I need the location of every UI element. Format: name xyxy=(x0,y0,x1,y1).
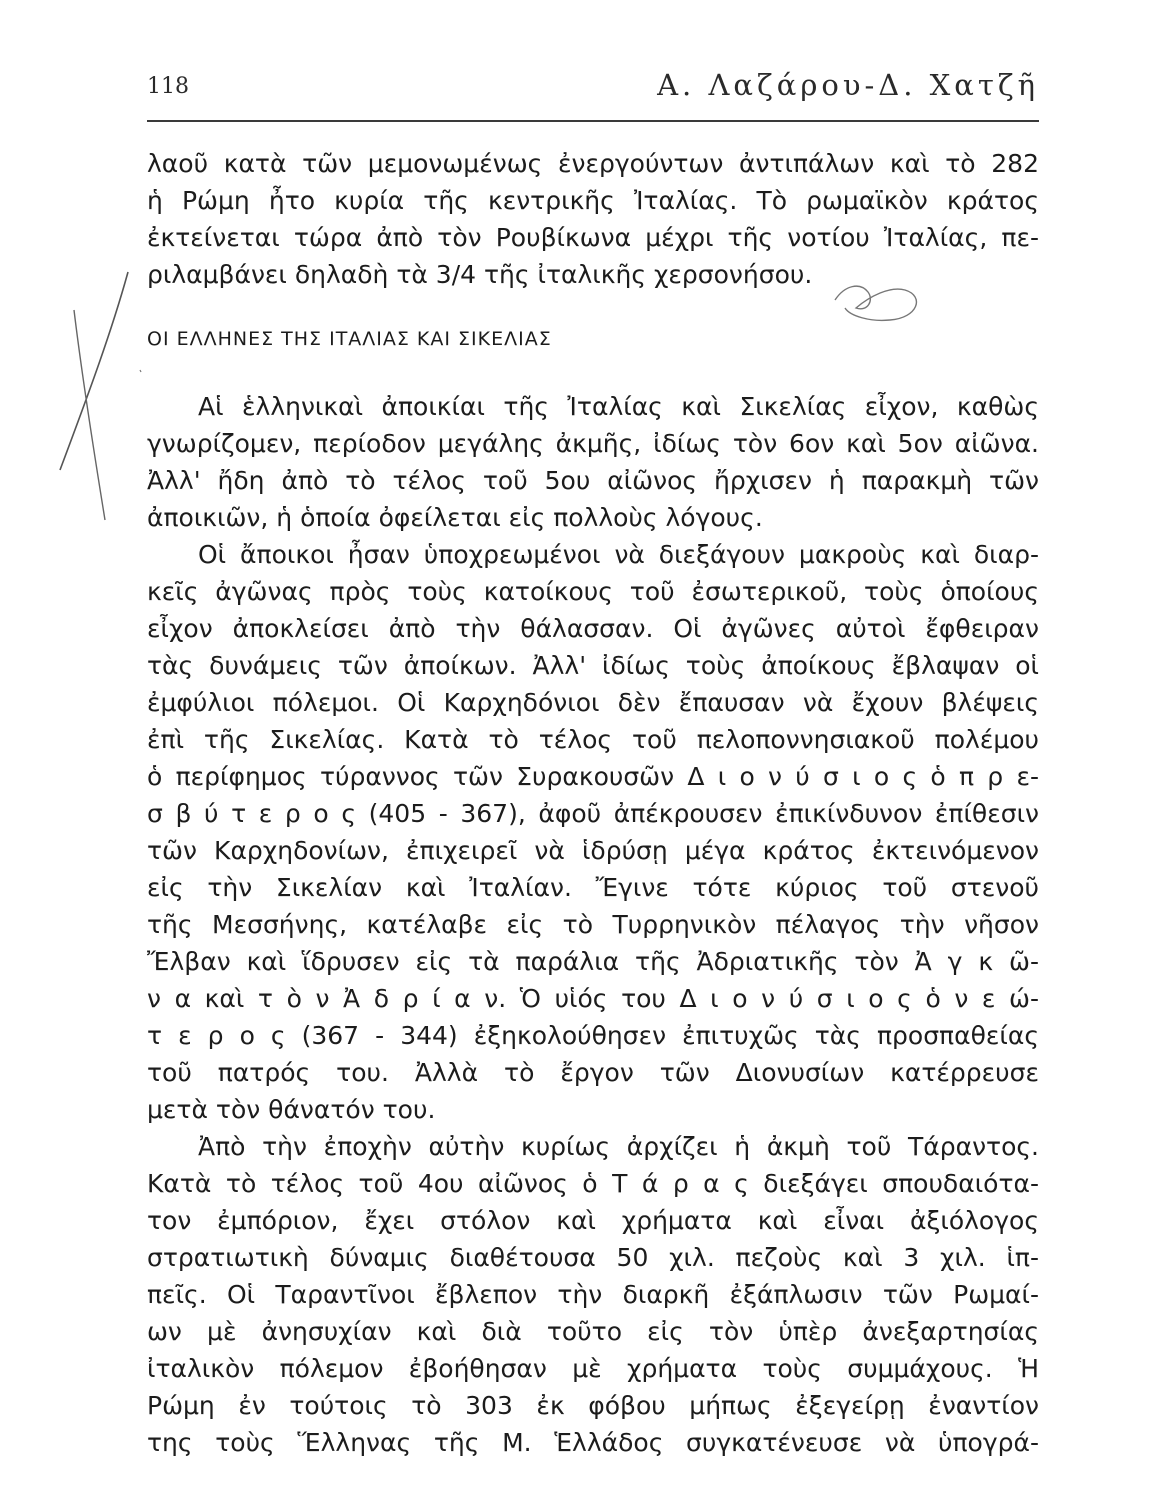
text-line: τοῦ πατρός του. Ἀλλὰ τὸ ἔργον τῶν Διονυσίων κατέρρευσε xyxy=(147,1058,1039,1087)
text-line: γνωρίζομεν, περίοδον μεγάλης ἀκμῆς, ἰδίως τὸν 6ον καὶ 5ον αἰῶνα. xyxy=(147,429,1039,458)
text-line: Κατὰ τὸ τέλος τοῦ 4ου αἰῶνος ὁ Τ ά ρ α ς διεξάγει σπουδαιότα- xyxy=(147,1169,1039,1198)
text-line: Ἀλλ' ἤδη ἀπὸ τὸ τέλος τοῦ 5ου αἰῶνος ἤρχισεν ἡ παρακμὴ τῶν xyxy=(147,466,1039,495)
page-number: 118 xyxy=(147,74,189,99)
running-head: Α. Λαζάρου-Δ. Χατζῆ xyxy=(657,68,1039,102)
text-line: λαοῦ κατὰ τῶν μεμονωμένως ἐνεργούντων ἀντιπάλων καὶ τὸ 282 xyxy=(147,149,1039,178)
text-line: τ ε ρ ο ς (367 - 344) ἐξηκολούθησεν ἐπιτυχῶς τὰς προσπαθείας xyxy=(147,1021,1039,1050)
text-line: πεῖς. Οἱ Ταραντῖνοι ἔβλεπον τὴν διαρκῆ ἐξάπλωσιν τῶν Ρωμαί- xyxy=(147,1280,1039,1309)
margin-pencil-stroke-long xyxy=(60,272,128,470)
text-line: τῶν Καρχηδονίων, ἐπιχειρεῖ νὰ ἱδρύσῃ μέγα κράτος ἐκτεινόμενον xyxy=(147,836,1039,865)
text-line: τον ἐμπόριον, ἔχει στόλον καὶ χρήματα καὶ εἶναι ἀξιόλογος xyxy=(147,1206,1039,1235)
text-line: ἰταλικὸν πόλεμον ἐβοήθησαν μὲ χρήματα τοὺς συμμάχους. Ἡ xyxy=(147,1354,1039,1383)
text-line: κεῖς ἀγῶνας πρὸς τοὺς κατοίκους τοῦ ἐσωτερικοῦ, τοὺς ὁποίους xyxy=(147,577,1039,606)
margin-pencil-stroke-short xyxy=(74,310,105,520)
text-line: ν α καὶ τ ὸ ν Ἀ δ ρ ί α ν. Ὁ υἱός του Δ ι ο ν ύ σ ι ο ς ὁ ν ε ώ- xyxy=(147,984,1039,1013)
section-heading: ΟΙ ΕΛΛΗΝΕΣ ΤΗΣ ΙΤΑΛΙΑΣ ΚΑΙ ΣΙΚΕΛΙΑΣ xyxy=(147,328,552,350)
text-line: ριλαμβάνει δηλαδὴ τὰ 3/4 τῆς ἰταλικῆς χερσονήσου. xyxy=(147,260,813,289)
text-line: ἐμφύλιοι πόλεμοι. Οἱ Καρχηδόνιοι δὲν ἔπαυσαν νὰ ἔχουν βλέψεις xyxy=(147,688,1039,717)
text-line: Οἱ ἄποικοι ἦσαν ὑποχρεωμένοι νὰ διεξάγουν μακροὺς καὶ διαρ- xyxy=(198,540,1039,569)
text-line: ων μὲ ἀνησυχίαν καὶ διὰ τοῦτο εἰς τὸν ὑπὲρ ἀνεξαρτησίας xyxy=(147,1317,1039,1346)
text-line: εἶχον ἀποκλείσει ἀπὸ τὴν θάλασσαν. Οἱ ἀγῶνες αὐτοὶ ἔφθειραν xyxy=(147,614,1039,643)
text-line: σ β ύ τ ε ρ ο ς (405 - 367), ἀφοῦ ἀπέκρουσεν ἐπικίνδυνον ἐπίθεσιν xyxy=(147,799,1039,828)
text-line: Ρώμη ἐν τούτοις τὸ 303 ἐκ φόβου μήπως ἐξεγείρῃ ἐναντίον xyxy=(147,1391,1039,1420)
margin-pencil-tick xyxy=(140,370,141,372)
text-line: Ἔλβαν καὶ ἵδρυσεν εἰς τὰ παράλια τῆς Ἀδριατικῆς τὸν Ἀ γ κ ῶ- xyxy=(147,947,1039,976)
text-line: ἡ Ρώμη ἦτο κυρία τῆς κεντρικῆς Ἰταλίας. Τὸ ρωμαϊκὸν κράτος xyxy=(147,186,1039,215)
text-line: ἐπὶ τῆς Σικελίας. Κατὰ τὸ τέλος τοῦ πελοποννησιακοῦ πολέμου xyxy=(147,725,1039,754)
text-line: τὰς δυνάμεις τῶν ἀποίκων. Ἀλλ' ἰδίως τοὺς ἀποίκους ἔβλαψαν οἱ xyxy=(147,651,1039,680)
text-line: Αἱ ἑλληνικαὶ ἀποικίαι τῆς Ἰταλίας καὶ Σικελίας εἶχον, καθὼς xyxy=(198,392,1039,421)
text-line: ἀποικιῶν, ἡ ὁποία ὀφείλεται εἰς πολλοὺς λόγους. xyxy=(147,503,763,532)
text-line: της τοὺς Ἕλληνας τῆς Μ. Ἑλλάδος συγκατένευσε νὰ ὑπογρά- xyxy=(147,1428,1039,1457)
text-line: Ἀπὸ τὴν ἐποχὴν αὐτὴν κυρίως ἀρχίζει ἡ ἀκμὴ τοῦ Τάραντος. xyxy=(198,1132,1039,1161)
text-line: στρατιωτικὴ δύναμις διαθέτουσα 50 χιλ. πεζοὺς καὶ 3 χιλ. ἱπ- xyxy=(147,1243,1039,1272)
text-line: τῆς Μεσσήνης, κατέλαβε εἰς τὸ Τυρρηνικὸν πέλαγος τὴν νῆσον xyxy=(147,910,1039,939)
text-line: ἐκτείνεται τώρα ἀπὸ τὸν Ρουβίκωνα μέχρι τῆς νοτίου Ἰταλίας, πε- xyxy=(147,223,1039,252)
text-line: εἰς τὴν Σικελίαν καὶ Ἰταλίαν. Ἔγινε τότε κύριος τοῦ στενοῦ xyxy=(147,873,1039,902)
text-line: μετὰ τὸν θάνατόν του. xyxy=(147,1095,436,1124)
text-line: ὁ περίφημος τύραννος τῶν Συρακουσῶν Δ ι ο ν ύ σ ι ο ς ὁ π ρ ε- xyxy=(147,762,1039,791)
